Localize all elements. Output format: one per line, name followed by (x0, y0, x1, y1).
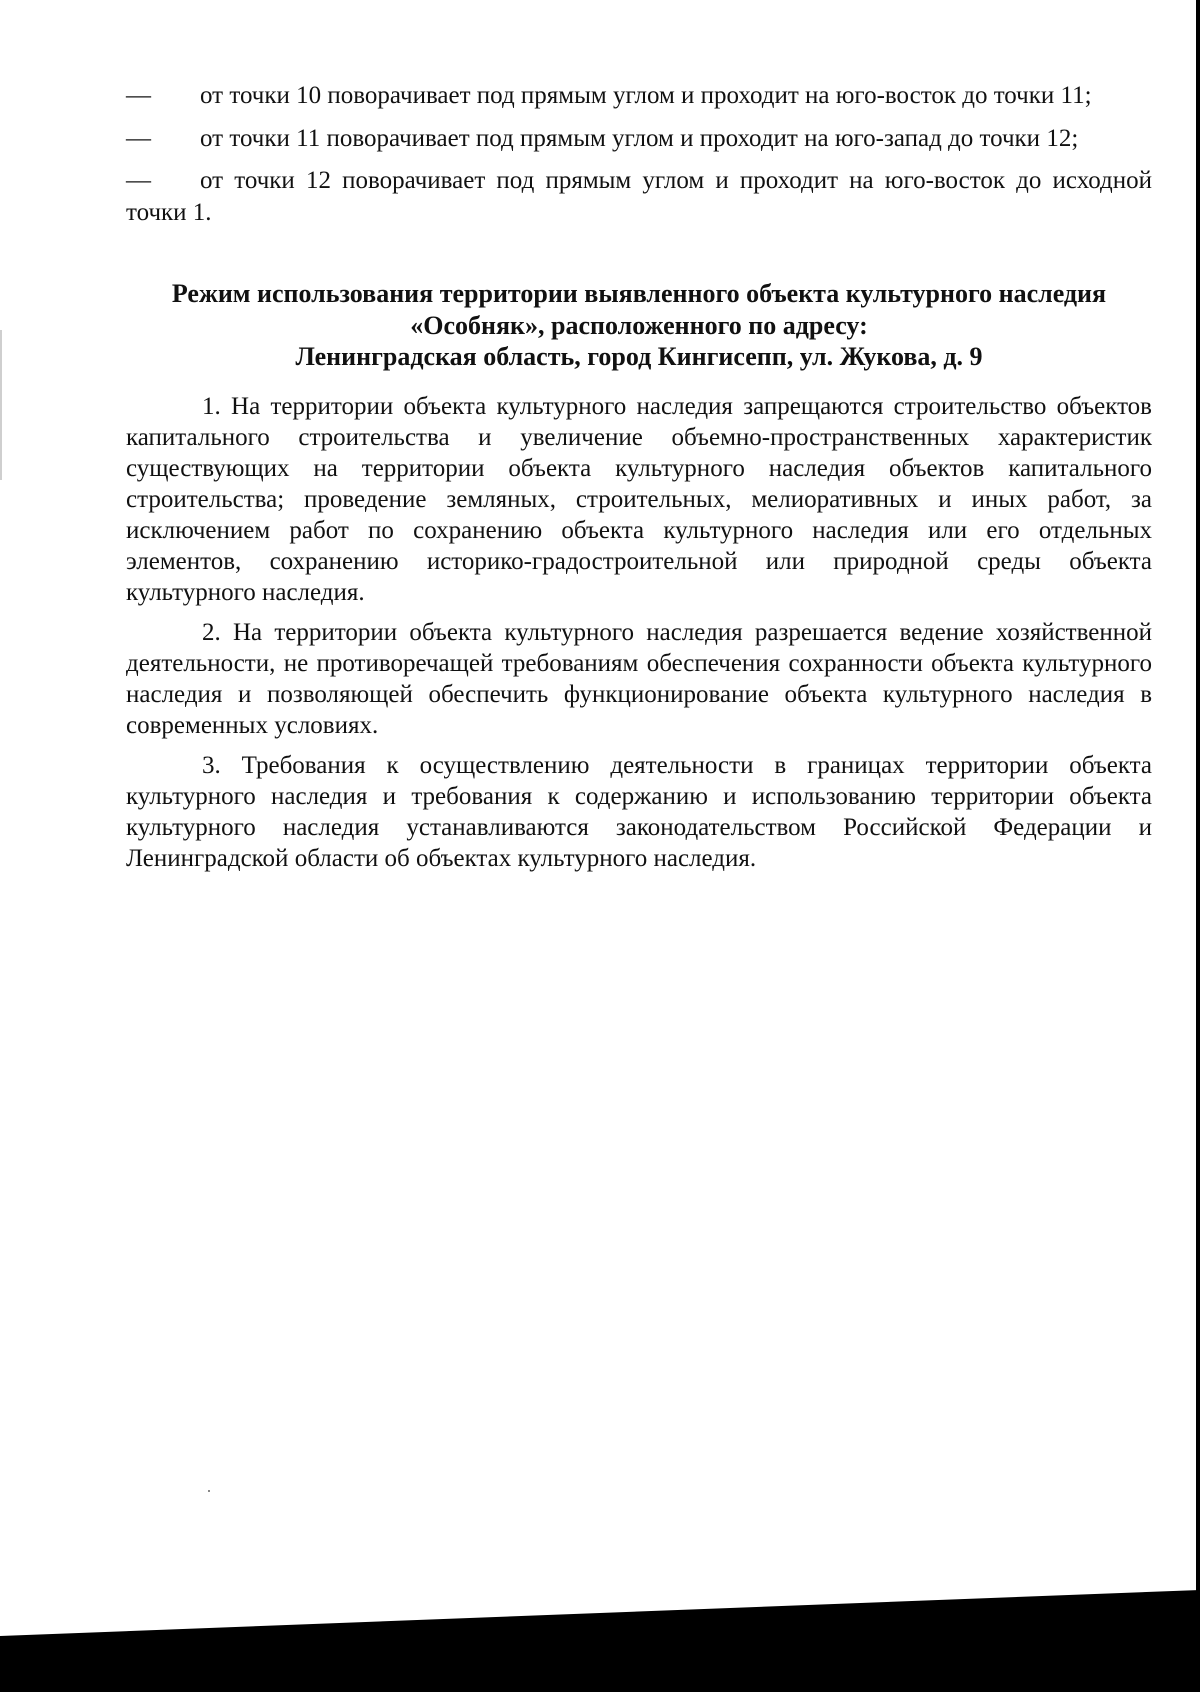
dash-marker: — (126, 82, 151, 109)
dash-marker: — (126, 124, 151, 152)
boundary-point-text: от точки 11 поворачивает под прямым углом и проходит на юго-запад до точки 12; (200, 124, 1079, 152)
regulation-paragraph-1: 1. На территории объекта культурного наследия запрещаются строительство объектов капитального строительства и увеличение объемно-пространственных характеристик существующих на территории объекта культурного наследия объектов капитального строительства; проведение земляных, строительных, мелиоративных и иных работ, за исключением работ по сохранению объекта культурного наследия или его отдельных элементов, сохранению историко-градостроительной или природной среды объекта культурного наследия. (126, 392, 1152, 606)
regulation-paragraph-3: 3. Требования к осуществлению деятельности в границах территории объекта культурного наследия и требования к содержанию и использованию территории объекта культурного наследия устанавливаются законодательством Российской Федерации и Ленинградской области об объектах культурного наследия. (126, 751, 1152, 872)
heading-line-1: Режим использования территории выявленного объекта культурного наследия (171, 279, 1107, 308)
scan-right-edge (1196, 0, 1200, 1692)
boundary-point-text: от точки 12 поворачивает под прямым углом и проходит на юго-восток до исходной точки 1. (126, 167, 1152, 226)
scan-border-shadow (0, 1590, 1200, 1692)
regulation-paragraph-2: 2. На территории объекта культурного наследия разрешается ведение хозяйственной деятельности, не противоречащей требованиям обеспечения сохранности объекта культурного наследия и позволяющей обеспечить функционирование объекта культурного наследия в современных условиях. (126, 618, 1152, 739)
heading-line-2: «Особняк», расположенного по адресу: (410, 310, 868, 340)
boundary-point-text: от точки 10 поворачивает под прямым углом и проходит на юго-восток до точки 11; (200, 82, 1092, 109)
dash-marker: — (126, 167, 151, 194)
heading-line-3: Ленинградская область, город Кингисепп, ул. Жукова, д. 9 (295, 342, 983, 371)
